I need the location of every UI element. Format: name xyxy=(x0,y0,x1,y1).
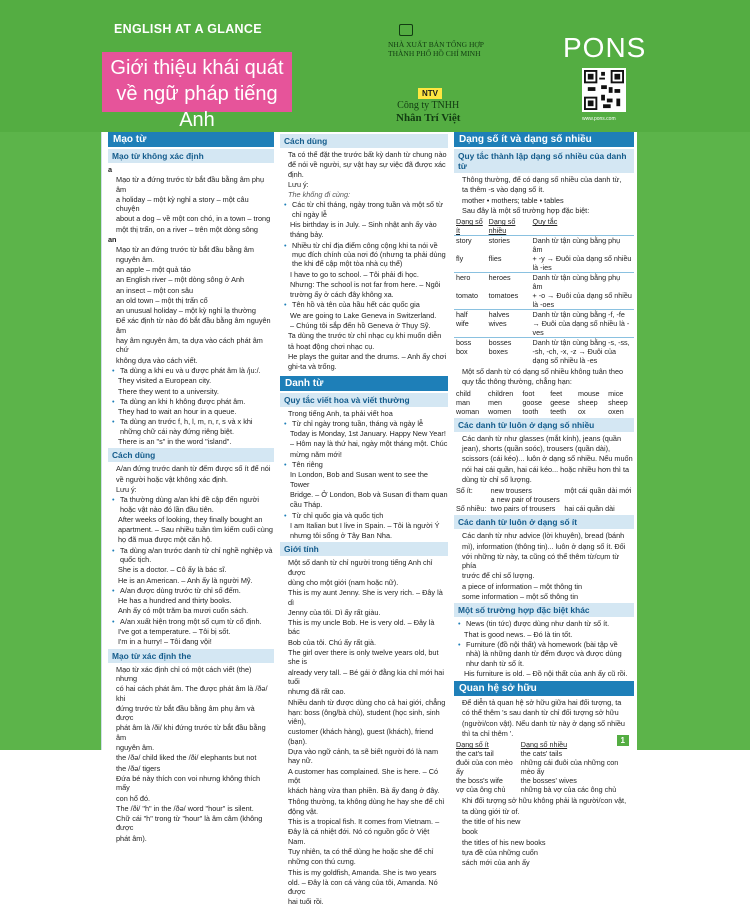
cap-bullet-3: • Từ chỉ quốc gia và quốc tịch xyxy=(280,511,448,520)
table-cell: geese xyxy=(550,397,570,407)
text-line: trường ấy ở cách đây không xa. xyxy=(290,290,394,300)
text-line: They visited a European city. xyxy=(118,376,212,386)
table-cell: foot xyxy=(522,388,535,398)
table-row xyxy=(454,398,634,407)
table-cell: + -y → Đuôi của dạng số nhiều là -ies xyxy=(532,254,632,273)
text-line: In London, Bob and Susan went to see the Tower xyxy=(290,470,428,489)
rule-bullet-1: • Ta dùng a khi eu và u được phát âm là /ju:/. xyxy=(108,366,274,375)
table-cell: heroes xyxy=(487,273,531,292)
text-line: cầu Tháp. xyxy=(290,500,323,510)
table-cell: oxen xyxy=(608,406,624,416)
table-cell: vợ của ông chủ xyxy=(456,785,506,795)
text-line: I've got a temperature. – Tôi bị sốt. xyxy=(118,627,231,637)
text-line: an apple – một quả táo xyxy=(116,264,191,274)
the-bullet-1-examples xyxy=(280,220,448,240)
table-cell xyxy=(454,495,489,504)
table-cell: boxes xyxy=(488,347,508,357)
text-line: I am Italian but I live in Spain. – Tôi là người Ý xyxy=(290,520,440,530)
text-line: a piece of information – một thông tin xyxy=(462,581,583,591)
text-line: dùng từ chỉ số lượng. xyxy=(462,474,532,484)
table-header-cell: Dạng số ít xyxy=(456,217,483,236)
the-bullet-1: • Các từ chỉ tháng, ngày trong tuần và một số từ chỉ ngày lễ xyxy=(280,200,448,219)
table-cell: half xyxy=(454,310,487,320)
trousers-table-body xyxy=(454,486,634,513)
text-line: This is my aunt Jenny. She is very rich. – Đây là dì xyxy=(288,588,443,607)
letter-an: an xyxy=(108,235,117,245)
text-line: không dựa vào cách viết. xyxy=(116,355,198,365)
cap-bullet-2-examples xyxy=(280,470,448,509)
special-bullet-2-examples xyxy=(454,669,634,678)
cap-bullet-1-examples xyxy=(280,429,448,459)
usage-bullet-3-examples xyxy=(108,596,274,616)
text-line: a holiday – một kỳ nghỉ a story – một câu chuyện xyxy=(116,194,249,214)
text-line: Ta có thể đặt the trước bất kỳ danh từ chung nào xyxy=(288,150,447,159)
text-line: Sau đây là một số trường hợp đặc biệt: xyxy=(462,205,590,215)
capitalization-intro: Trong tiếng Anh, ta phải viết hoa xyxy=(288,408,393,418)
text-line: có hai cách phát âm. The được phát âm là /ðə/ khi xyxy=(116,684,268,703)
text-line: scissors (cái kéo)... luôn ở dạng số nhiều. Nếu muốn xyxy=(462,454,633,464)
subsection-usage: Cách dùng xyxy=(108,448,274,462)
the-bullet-2: • Nhiều từ chỉ địa điểm công cộng khi ta nói về mục đích chính của nơi đó (nhưng ta phải dùng the khi để cập một tòa nhà cụ thể) xyxy=(280,241,448,269)
always-plural-lines xyxy=(454,434,634,484)
text-line: Mạo từ xác định chỉ có một cách viết (the) nhưng xyxy=(116,664,252,683)
text-line: A/an đứng trước danh từ đếm được số ít để nói xyxy=(116,464,271,474)
subsection-special-cases: Một số trường hợp đặc biệt khác xyxy=(454,603,634,617)
text-line: Today is Monday, 1st January. Happy New Year! xyxy=(290,429,446,439)
text-line: Bridge. – Ở London, Bob và Susan đi tham quan xyxy=(290,489,448,499)
text-line: Dựa vào ngữ cảnh, ta sẽ biết người đó là nam hay nữ. xyxy=(288,747,439,766)
irregular-table-body xyxy=(454,389,634,416)
the-bullet-2-examples xyxy=(280,270,448,300)
cap-bullet-1: • Từ chỉ ngày trong tuần, tháng và ngày lễ xyxy=(280,419,448,428)
text-line: His furniture is old. – Đồ nội thất của anh ấy cũ rồi. xyxy=(464,668,628,678)
table-cell: the boss's wife xyxy=(456,776,503,786)
table-row xyxy=(454,389,634,398)
column-1 xyxy=(108,132,274,843)
table-row xyxy=(454,776,634,785)
table-row xyxy=(454,486,634,495)
text-line: There is an "s" in the word "island". xyxy=(118,437,232,447)
table-cell: một cái quần dài mới xyxy=(564,486,632,496)
irregular-intro xyxy=(454,367,634,387)
table-row xyxy=(454,291,634,310)
table-cell: man xyxy=(456,397,470,407)
a-lines xyxy=(108,175,274,234)
table-cell: những bà vợ của các ông chủ xyxy=(520,785,617,795)
table-cell: tomato xyxy=(456,291,478,301)
table-cell: ox xyxy=(577,406,586,416)
text-line: một thị trấn, on a river – trên một dòng sông xyxy=(116,224,258,234)
text-line: Jenny của tôi. Dì ấy rất giàu. xyxy=(288,607,381,617)
table-row xyxy=(454,495,634,504)
table-cell: flies xyxy=(488,254,502,264)
definite-lines xyxy=(108,665,274,843)
text-line: The girl over there is only twelve years old, but she is xyxy=(288,648,439,667)
text-line: He has a hundred and thirty books. xyxy=(118,596,232,606)
series-title: ENGLISH AT A GLANCE xyxy=(114,22,262,36)
text-line: She is a doctor. – Cô ấy là bác sĩ. xyxy=(118,565,227,575)
text-line: quy tắc thông thường, chẳng hạn: xyxy=(462,377,572,387)
section-possessive: Quan hệ sở hữu xyxy=(454,681,634,696)
rule-bullet-2: • Ta dùng an khi h không được phát âm. xyxy=(108,397,274,406)
text-line: mì), information (thông tin)... luôn ở dạng số ít. Đối xyxy=(462,541,626,551)
table-cell: mice xyxy=(608,388,624,398)
text-line: the /ðə/ child liked the /ði/ elephants but not xyxy=(116,753,257,763)
text-line: Một số danh từ có dạng số nhiều không tuân theo xyxy=(462,367,624,377)
text-line: trước để chỉ số lượng. xyxy=(462,571,535,581)
text-line: ghi-ta và trống. xyxy=(288,362,337,372)
text-line: Các danh từ như advice (lời khuyên), bread (bánh xyxy=(462,531,625,541)
table-cell: mouse xyxy=(577,388,600,398)
page-title: Giới thiệu khái quát về ngữ pháp tiếng Anh xyxy=(102,52,292,112)
table-cell xyxy=(562,495,634,504)
table-cell: fly xyxy=(456,254,464,264)
text-line: mother • mothers; table • tables xyxy=(462,195,564,205)
table-cell: stories xyxy=(487,236,531,255)
text-line: A customer has complained. She is here. – Có một xyxy=(288,766,439,785)
text-line: Ta dùng the trước từ chỉ nhạc cụ khi muốn diễn xyxy=(288,331,442,341)
text-line: Bob của tôi. Chú ấy rất già. xyxy=(288,637,377,647)
table-cell: halves xyxy=(487,310,531,320)
table-cell: hero xyxy=(454,273,487,292)
table-cell: -sh, -ch, -x, -z → Đuôi của dạng số nhiều là -es xyxy=(532,347,617,366)
ntv-logo: NTV xyxy=(418,88,442,99)
text-line: The /ði/ "h" in the /ðə/ word "hour" is silent. xyxy=(116,803,254,813)
rule-bullet-1-examples xyxy=(108,376,274,396)
text-line: thì ta chỉ thêm '. xyxy=(462,729,514,739)
plural-table-header xyxy=(454,217,634,236)
text-line: Thông thường, ta không dùng he hay she để chỉ xyxy=(288,796,445,806)
plural-table-body xyxy=(454,236,634,366)
plural-table xyxy=(454,217,634,365)
text-line: After weeks of looking, they finally bought an xyxy=(118,514,263,524)
text-line: – Chúng tôi sắp đến hồ Geneva ở Thụy Sỹ. xyxy=(290,321,431,331)
publisher-logo-icon xyxy=(399,24,413,36)
text-line: hai tuổi rồi. xyxy=(288,897,324,907)
text-line: với những từ này, ta cũng có thể thêm từ/cụm từ phía xyxy=(462,551,620,571)
section-articles: Mạo từ xyxy=(108,132,274,147)
irregular-table xyxy=(454,389,634,416)
table-cell: children xyxy=(488,388,514,398)
text-line: Chữ cái "h" trong từ "hour" là âm câm (không được xyxy=(116,814,263,833)
header xyxy=(0,0,750,132)
the-bullet-3: • Tên hồ và tên của hầu hết các quốc gia xyxy=(280,300,448,309)
table-header-cell: Quy tắc xyxy=(532,217,558,227)
text-line: This is my uncle Bob. He is very old. – Đây là bác xyxy=(288,618,435,637)
possessive-table xyxy=(454,740,634,794)
table-header-cell: Dạng số nhiều xyxy=(520,740,568,750)
gender-lines xyxy=(280,558,448,906)
plural-intro xyxy=(454,175,634,215)
table-row xyxy=(454,310,634,320)
letter-an-heading xyxy=(108,235,274,244)
rule-bullet-3: • Ta dùng an trước f, h, l, m, n, r, s và x khi những chữ cái này đứng riêng biệt. xyxy=(108,417,274,436)
table-cell: goose xyxy=(522,397,542,407)
text-line: He plays the guitar and the drums. – Anh ấy chơi xyxy=(288,351,447,361)
text-line: jean), shorts (quần soóc), trousers (quần dài), xyxy=(462,444,611,454)
text-line: ta thêm -s vào dạng số ít. xyxy=(462,185,545,195)
rule-bullet-3-examples xyxy=(108,437,274,446)
the-not-used-label: The khống đi cùng: xyxy=(288,190,351,200)
publisher-line1: NHÀ XUẤT BẢN TỔNG HỢP xyxy=(388,40,484,49)
subsection-always-singular: Các danh từ luôn ở dạng số ít xyxy=(454,515,634,529)
usage-bullet-4: • A/an xuất hiện trong một số cụm từ cố định. xyxy=(108,617,274,626)
usage-bullet-3: • A/an được dùng trước từ chỉ số đếm. xyxy=(108,586,274,595)
subsection-gender: Giới tính xyxy=(280,542,448,556)
table-cell: Danh từ tận cùng bằng -s, -ss, xyxy=(531,338,634,348)
table-cell: men xyxy=(488,397,502,407)
text-line: phát âm là /ði/ khi đứng trước từ bắt đầu bằng âm xyxy=(116,723,266,742)
table-row xyxy=(454,273,634,292)
subsection-always-plural: Các danh từ luôn ở dạng số nhiều xyxy=(454,418,634,432)
table-cell: a new pair of trousers xyxy=(490,495,560,505)
text-line: Anh ấy có một trăm ba mươi cuốn sách. xyxy=(118,606,249,616)
table-cell: teeth xyxy=(550,406,567,416)
table-cell: hai cái quần dài xyxy=(564,504,615,514)
text-line: book xyxy=(462,827,478,837)
text-line: old. – Đây là con cá vàng của tôi, Amanda. Nó được xyxy=(288,877,438,897)
text-line: Mạo từ an đứng trước từ bắt đầu bằng âm nguyên âm. xyxy=(116,245,254,264)
subsection-definite-article: Mạo từ xác định the xyxy=(108,649,274,663)
text-line: về người hoặc vật không xác định. xyxy=(116,474,228,484)
table-cell: Danh từ tận cùng bằng phụ âm xyxy=(531,236,634,255)
text-line: an English river – một dòng sông ở Anh xyxy=(116,275,245,285)
the-usage-lines xyxy=(280,150,448,189)
text-line: This is a tropical fish. It comes from Vietnam. – xyxy=(288,817,440,827)
table-row xyxy=(454,254,634,273)
cap-bullet-2: • Tên riêng xyxy=(280,460,448,469)
text-line: nguyên âm. xyxy=(116,743,155,753)
text-line: This is my goldfish, Amanda. She is two years xyxy=(288,867,437,877)
text-line: hạn: boss (ông/bà chủ), student (học sinh, sinh viên), xyxy=(288,707,440,727)
table-row xyxy=(454,504,634,513)
page-number: 1 xyxy=(617,735,629,746)
possessive-table-body xyxy=(454,749,634,794)
text-line: We are going to Lake Geneva in Switzerland. xyxy=(290,310,437,320)
ntv-company xyxy=(396,100,460,125)
table-cell: story xyxy=(454,236,487,255)
text-line: mừng năm mới! xyxy=(290,449,342,459)
subsection-the-usage: Cách dùng xyxy=(280,134,448,148)
text-line: They had to wait an hour in a queue. xyxy=(118,407,237,417)
table-cell: những cái đuôi của những con mèo ấy xyxy=(520,758,619,777)
text-line: đứng trước từ bắt đầu bằng âm phụ âm và được xyxy=(116,703,255,723)
rule-bullet-2-examples xyxy=(108,407,274,416)
table-header-cell: Dạng số ít xyxy=(456,740,489,750)
table-row xyxy=(454,407,634,416)
subsection-plural-rules: Quy tắc thành lập dạng số nhiều của danh từ xyxy=(454,149,634,173)
table-cell: sheep xyxy=(577,397,598,407)
table-cell: boss xyxy=(454,338,487,348)
the-bullet-3-examples xyxy=(280,311,448,331)
text-line: ta dùng giới từ of. xyxy=(462,806,520,816)
table-cell: tomatoes xyxy=(488,291,519,301)
table-cell: child xyxy=(456,388,471,398)
text-line: phát âm). xyxy=(116,833,147,843)
text-line: Một số danh từ chỉ người trong tiếng Anh chỉ được xyxy=(288,558,433,577)
text-line: Đây là cá nhiệt đới. Nó có nguồn gốc ở Việt Nam. xyxy=(288,827,430,846)
always-singular-lines xyxy=(454,531,634,601)
text-line: nhưng tôi sống ở Tây Ban Nha. xyxy=(290,531,393,541)
table-cell: feet xyxy=(550,388,563,398)
table-cell: box xyxy=(456,347,468,357)
table-cell: the cat's tail xyxy=(456,749,494,759)
table-cell: đuôi của con mèo ấy xyxy=(456,758,513,777)
table-cell: tooth xyxy=(522,406,539,416)
text-line: Tuy nhiên, ta có thể dùng he hoặc she để chỉ xyxy=(288,847,434,856)
section-nouns: Danh từ xyxy=(280,376,448,391)
table-cell: wife xyxy=(456,319,469,329)
usage-lines xyxy=(108,464,274,484)
table-row xyxy=(454,785,634,794)
pons-logo: PONS xyxy=(563,32,647,63)
table-cell: women xyxy=(488,406,512,416)
text-line: already very tall. – Bé gái ở đằng kia chỉ mới hai tuổi xyxy=(288,667,444,686)
possessive-end xyxy=(454,796,634,836)
special-bullet-2: • Furniture (đồ nội thất) và homework (bài tập về nhà) là những danh từ đếm được và được dùng như danh từ số ít. xyxy=(454,640,634,668)
letter-a: a xyxy=(108,165,113,174)
subsection-indefinite-article: Mạo từ không xác định xyxy=(108,149,274,163)
table-cell: wives xyxy=(488,319,507,329)
table-header-cell: Dạng số nhiều xyxy=(488,217,516,236)
text-line: Đứa bé này thích con voi nhưng không thích mấy xyxy=(116,773,261,793)
qr-url[interactable]: www.pons.com xyxy=(582,116,616,122)
text-line: some information – một số thông tin xyxy=(462,592,578,602)
publisher-name xyxy=(388,40,484,58)
an-lines xyxy=(108,245,274,315)
usage-bullet-1-examples xyxy=(108,515,274,545)
text-line: He is an American. – Anh ấy là người Mỹ. xyxy=(118,575,253,585)
text-line: apartment. – Sau nhiều tuần tìm kiếm cuối cùng xyxy=(118,525,273,535)
usage-bullet-4-examples xyxy=(108,627,274,647)
cap-bullet-3-examples xyxy=(280,521,448,541)
text-line: an unusual holiday – một kỳ nghỉ lạ thường xyxy=(116,306,256,316)
text-line: Nhiều danh từ được dùng cho cả hai giới, chẳng xyxy=(288,697,446,707)
text-line: nói hai cái quần, hai cái kéo... hoặc nhiều hơn thì ta xyxy=(462,464,630,474)
text-line: khách hàng vừa than phiền. Bà ấy đang ở đây. xyxy=(288,786,440,796)
table-row xyxy=(454,758,634,776)
table-row xyxy=(454,338,634,348)
subsection-capitalization: Quy tắc viết hoa và viết thường xyxy=(280,393,448,407)
text-line: There they went to a university. xyxy=(118,386,219,396)
table-row xyxy=(454,347,634,365)
text-line: sách mới của anh ấy xyxy=(462,858,530,868)
text-line: the /ðə/ tigers xyxy=(116,763,161,773)
text-line: His birthday is in July. – Sinh nhật anh ấy vào xyxy=(290,220,437,230)
letter-a-heading xyxy=(108,165,274,174)
possessive-table-header xyxy=(454,740,634,749)
text-line: – Hôm nay là thứ hai, ngày một tháng một. Chúc xyxy=(290,439,448,449)
text-line: Để diễn tả quan hệ sở hữu giữa hai đối tượng, ta xyxy=(462,698,622,708)
text-line: những con thú cưng. xyxy=(288,857,356,867)
text-line: Khi đối tượng sở hữu không phải là người/con vật, xyxy=(462,796,627,806)
ntv-company-type: Công ty TNHH xyxy=(397,100,460,111)
text-line: I'm in a hurry! – Tôi đang vội! xyxy=(118,637,212,647)
text-line: about a dog – về một con chó, in a town – trong xyxy=(116,214,271,224)
table-cell: Danh từ tận cùng bằng -f, -fe xyxy=(531,310,634,320)
special-bullet-1-examples xyxy=(454,630,634,639)
possessive-end-2 xyxy=(454,838,634,868)
text-line: Lưu ý: xyxy=(288,179,309,189)
text-line: tựa đề của những cuốn xyxy=(462,847,538,857)
table-row xyxy=(454,236,634,255)
text-line: tháng bảy. xyxy=(290,230,324,240)
ntv-company-name: Nhân Trí Việt xyxy=(396,112,461,124)
usage-bullet-2-examples xyxy=(108,565,274,585)
text-line: hay âm nguyên âm, ta dựa vào cách phát âm chứ xyxy=(116,336,263,355)
section-singular-plural: Dạng số ít và dạng số nhiều xyxy=(454,132,634,147)
table-cell: sheep xyxy=(608,397,628,407)
table-cell: the bosses' wives xyxy=(520,776,577,786)
table-cell: Số nhiều: xyxy=(456,504,487,514)
text-line: customer (khách hàng), guest (khách), friend (bạn). xyxy=(288,727,434,746)
possessive-lines xyxy=(454,698,634,738)
text-line: the titles of his new books xyxy=(462,837,546,847)
text-line: con hổ đó. xyxy=(116,793,151,803)
note-label: Lưu ý: xyxy=(116,484,137,494)
text-line: Các danh từ như glasses (mắt kính), jeans (quần xyxy=(462,433,622,443)
text-line: I have to go to school. – Tôi phải đi học. xyxy=(290,269,419,279)
publisher-line2: THÀNH PHỐ HỒ CHÍ MINH xyxy=(388,49,481,58)
text-line: Nhưng: The school is not far from here. – Ngôi xyxy=(290,279,441,289)
text-line: tả hoạt động chơi nhạc cụ. xyxy=(288,341,375,351)
table-cell: bosses xyxy=(487,338,531,348)
text-line: Mạo từ a đứng trước từ bắt đầu bằng âm phụ âm xyxy=(116,175,265,194)
text-line: (người/con vật). Nếu danh từ này ở dạng số nhiều xyxy=(462,718,625,728)
table-cell: new trousers xyxy=(490,486,532,496)
column-2 xyxy=(280,132,448,907)
table-cell: woman xyxy=(456,406,480,416)
text-line: an old town – một thị trấn cổ xyxy=(116,295,208,305)
text-line: dùng cho một giới (nam hoặc nữ). xyxy=(288,577,399,587)
text-line: họ đã mua được một căn hộ. xyxy=(118,535,213,545)
table-row xyxy=(454,319,634,338)
table-cell: + -o → Đuôi của dạng số nhiều là -oes xyxy=(532,291,632,310)
text-line: Thông thường, để có dạng số nhiều của danh từ, xyxy=(462,175,622,184)
table-cell: Danh từ tận cùng bằng phụ âm xyxy=(531,273,634,292)
text-line: động vật. xyxy=(288,806,319,816)
table-cell: the cats' tails xyxy=(520,749,563,759)
rule-lines xyxy=(108,316,274,364)
table-cell: → Đuôi của dạng số nhiều là -ves xyxy=(532,319,630,338)
text-line: để nói về người, sự vật hay sự việc đã được xác định. xyxy=(288,160,446,179)
usage-bullet-1: • Ta thường dùng a/an khi đề cập đến người hoặc vật nào đó lần đầu tiên. xyxy=(108,495,274,514)
table-cell: Số ít: xyxy=(456,486,473,496)
text-line: có thể thêm 's sau danh từ chỉ đối tượng sở hữu xyxy=(462,708,619,718)
column-3 xyxy=(454,132,634,868)
qr-code-icon[interactable] xyxy=(582,68,626,112)
content-page xyxy=(101,132,637,907)
text-line: the title of his new xyxy=(462,816,521,826)
special-bullet-1: • News (tin tức) được dùng như danh từ số ít. xyxy=(454,619,634,628)
instrument-lines xyxy=(280,331,448,371)
trousers-table xyxy=(454,486,634,513)
text-line: That is good news. – Đó là tin tốt. xyxy=(464,629,573,639)
usage-bullet-2: • Ta dùng a/an trước danh từ chỉ nghề nghiệp và quốc tịch. xyxy=(108,546,274,565)
table-row xyxy=(454,749,634,758)
text-line: an insect – một con sâu xyxy=(116,285,194,295)
text-line: nhưng đã rất cao. xyxy=(288,687,346,697)
text-line: Để xác định từ nào đó bắt đầu bằng âm nguyên âm xyxy=(116,316,271,335)
table-cell: two pairs of trousers xyxy=(490,504,556,514)
